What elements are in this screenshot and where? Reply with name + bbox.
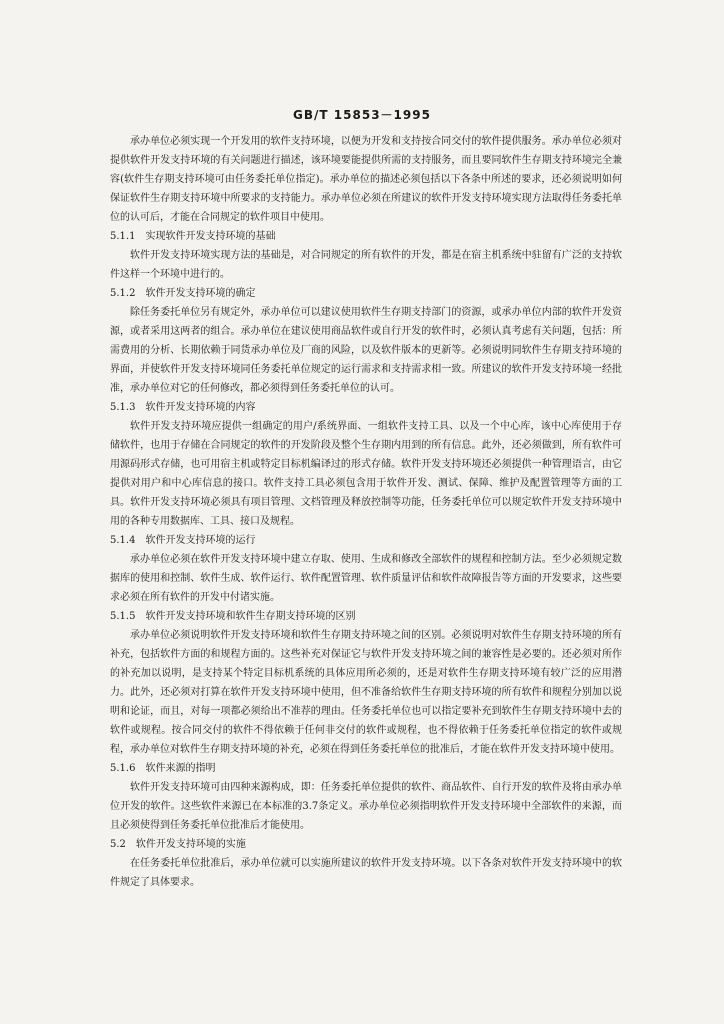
section-paragraph-5-1-1: 软件开发支持环境实现方法的基础是，对合同规定的所有软件的开发，都是在宿主机系统中驻留有广泛的支持软件这样一个环境中进行的。 — [110, 250, 622, 280]
section-paragraph-5-1-4: 承办单位必须在软件开发支持环境中建立存取、使用、生成和修改全部软件的规程和控制方法。至少必须规定数据库的使用和控制、软件生成、软件运行、软件配置管理、软件质量评估和软件故障报告等方面的开发要求，这些要求必须在所有软件的开发中付诸实施。 — [110, 554, 622, 603]
section-heading-5-1-3 — [110, 398, 622, 417]
section-number: 5.1.5 — [110, 611, 136, 622]
section-heading-5-1-6 — [110, 759, 622, 778]
section-number: 5.1.2 — [110, 288, 136, 299]
section-title: 软件开发支持环境的确定 — [145, 288, 256, 299]
document-body — [110, 132, 622, 892]
section-title: 软件开发支持环境的实施 — [135, 839, 246, 850]
section-heading-5-1-5 — [110, 607, 622, 626]
section-heading-5-1-2 — [110, 284, 622, 303]
section-title: 软件开发支持环境的内容 — [145, 402, 256, 413]
section-number: 5.1.3 — [110, 402, 136, 413]
section-number: 5.1.1 — [110, 231, 136, 242]
section-paragraph-5-1-2: 除任务委托单位另有规定外，承办单位可以建议使用软件生存期支持部门的资源，或承办单位内部的软件开发资源，或者采用这两者的组合。承办单位在建议使用商品软件或自行开发的软件时，必须认真考虑有关问题，包括：所需费用的分析、长期依赖于同货承办单位及厂商的风险，以及软件版本的更新等。必须说明同软件生存期支持环境的界面，并使软件开发支持环境同任务委托单位规定的运行需求和支持需求相一致。所建议的软件开发支持环境一经批准，承办单位对它的任何修改，都必须得到任务委托单位的认可。 — [110, 307, 622, 394]
page-header: GB/T 15853－1995 — [293, 108, 431, 122]
section-title: 软件开发支持环境和软件生存期支持环境的区别 — [145, 611, 356, 622]
section-number: 5.2 — [110, 839, 126, 850]
section-heading-5-1-4 — [110, 531, 622, 550]
section-paragraph-5-1-6: 软件开发支持环境可由四种来源构成，即：任务委托单位提供的软件、商品软件、自行开发的软件及将由承办单位开发的软件。这些软件来源已在本标准的3.7条定义。承办单位必须指明软件开发支持环境中全部软件的来源，而且必须使得到任务委托单位批准后才能使用。 — [110, 782, 622, 831]
section-title: 软件来源的指明 — [145, 763, 216, 774]
section-paragraph-5-1-5: 承办单位必须说明软件开发支持环境和软件生存期支持环境之间的区别。必须说明对软件生存期支持环境的所有补充，包括软件方面的和规程方面的。这些补充对保证它与软件开发支持环境之间的兼容性是必要的。还必须对所作的补充加以说明，是支持某个特定目标机系统的具体应用所必须的，还是对软件生存期支持环境有较广泛的应用潜力。此外，还必须对打算在软件开发支持环境中使用，但不准备给软件生存期支持环境的所有软件和规程分别加以说明和论证，而且，对每一项都必须给出不准荐的理由。任务委托单位也可以指定要补充到软件生存期支持环境中去的软件或规程。按合同交付的软件不得依赖于任何非交付的软件或规程，也不得依赖于任务委托单位指定的软件或规程，承办单位对软件生存期支持环境的补充，必须在得到任务委托单位的批准后，才能在软件开发支持环境中使用。 — [110, 630, 622, 755]
section-paragraph-5-1-3: 软件开发支持环境应提供一组确定的用户/系统界面、一组软件支持工具、以及一个中心库，该中心库使用于存储软件，也用于存储在合同规定的软件的开发阶段及整个生存期内用到的所有信息。此外，还必须做到，所有软件可用源码形式存储，也可用宿主机或特定目标机编译过的形式存储。软件开发支持环境还必须提供一种管理语言，由它提供对用户和中心库信息的接口。软件支持工具必须包含用于软件开发、测试、保障、维护及配置管理等方面的工具。软件开发支持环境必须具有项目管理、文档管理及释放控制等功能，任务委托单位可以规定软件开发支持环境中用的各种专用数据库、工具、接口及规程。 — [110, 421, 622, 527]
section-paragraph-5-2: 在任务委托单位批准后，承办单位就可以实施所建议的软件开发支持环境。以下各条对软件开发支持环境中的软件规定了具体要求。 — [110, 858, 622, 888]
section-heading-5-2 — [110, 835, 622, 854]
section-title: 软件开发支持环境的运行 — [145, 535, 256, 546]
section-heading-5-1-1 — [110, 227, 622, 246]
section-number: 5.1.4 — [110, 535, 136, 546]
section-number: 5.1.6 — [110, 763, 136, 774]
section-title: 实现软件开发支持环境的基础 — [145, 231, 276, 242]
intro-paragraph: 承办单位必须实现一个开发用的软件支持环境，以便为开发和支持按合同交付的软件提供服务。承办单位必须对提供软件开发支持环境的有关问题进行描述，该环境要能提供所需的支持服务，而且要同软件生存期支持环境完全兼容(软件生存期支持环境可由任务委托单位指定)。承办单位的描述必须包括以下各条中所述的要求，还必须说明如何保证软件生存期支持环境中所要求的支持能力。承办单位必须在所建议的软件开发支持环境实现方法取得任务委托单位的认可后，才能在合同规定的软件项目中使用。 — [110, 136, 622, 223]
